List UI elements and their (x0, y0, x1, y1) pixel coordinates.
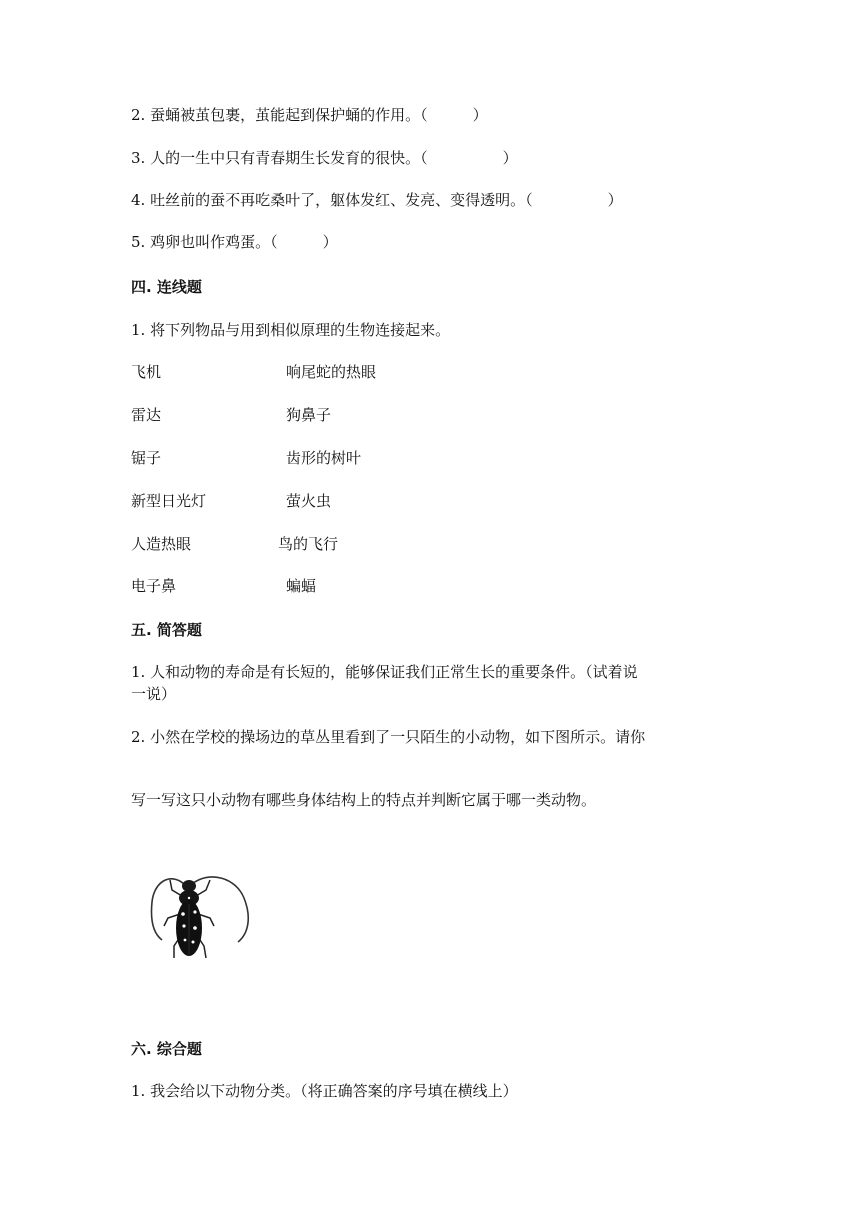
matching-question-1: 1. 将下列物品与用到相似原理的生物连接起来。 (131, 321, 451, 339)
judgement-question-2: 2. 蚕蛹被茧包裹，茧能起到保护蛹的作用。（ ） (131, 106, 488, 124)
match-left-item: 新型日光灯 (131, 492, 207, 510)
match-left-item: 雷达 (131, 406, 162, 424)
short-answer-q2-line2: 写一写这只小动物有哪些身体结构上的特点并判断它属于哪一类动物。 (131, 791, 597, 809)
short-answer-q1-line1: 1. 人和动物的寿命是有长短的，能够保证我们正常生长的重要条件。（试着说 (131, 663, 638, 681)
match-right-item: 鸟的飞行 (278, 535, 339, 553)
match-right-item: 蝙蝠 (286, 577, 317, 595)
section-title-short-answer: 五. 简答题 (131, 621, 202, 639)
match-left-item: 电子鼻 (131, 577, 177, 595)
match-right-item: 萤火虫 (286, 492, 332, 510)
judgement-question-5: 5. 鸡卵也叫作鸡蛋。（ ） (131, 233, 338, 251)
comprehensive-question-1: 1. 我会给以下动物分类。（将正确答案的序号填在横线上） (131, 1082, 518, 1100)
section-title-comprehensive: 六. 综合题 (131, 1040, 202, 1058)
match-right-item: 响尾蛇的热眼 (286, 363, 377, 381)
beetle-icon (140, 862, 260, 970)
judgement-question-4: 4. 吐丝前的蚕不再吃桑叶了，躯体发红、发亮、变得透明。（ ） (131, 191, 623, 209)
match-right-item: 狗鼻子 (286, 406, 332, 424)
judgement-question-3: 3. 人的一生中只有青春期生长发育的很快。（ ） (131, 149, 518, 167)
match-left-item: 人造热眼 (131, 535, 192, 553)
match-left-item: 锯子 (131, 449, 162, 467)
short-answer-q1-line2: 一说） (131, 685, 177, 703)
section-title-matching: 四. 连线题 (131, 278, 202, 296)
match-right-item: 齿形的树叶 (286, 449, 362, 467)
short-answer-q2-line1: 2. 小然在学校的操场边的草丛里看到了一只陌生的小动物，如下图所示。请你 (131, 728, 646, 746)
match-left-item: 飞机 (131, 363, 162, 381)
